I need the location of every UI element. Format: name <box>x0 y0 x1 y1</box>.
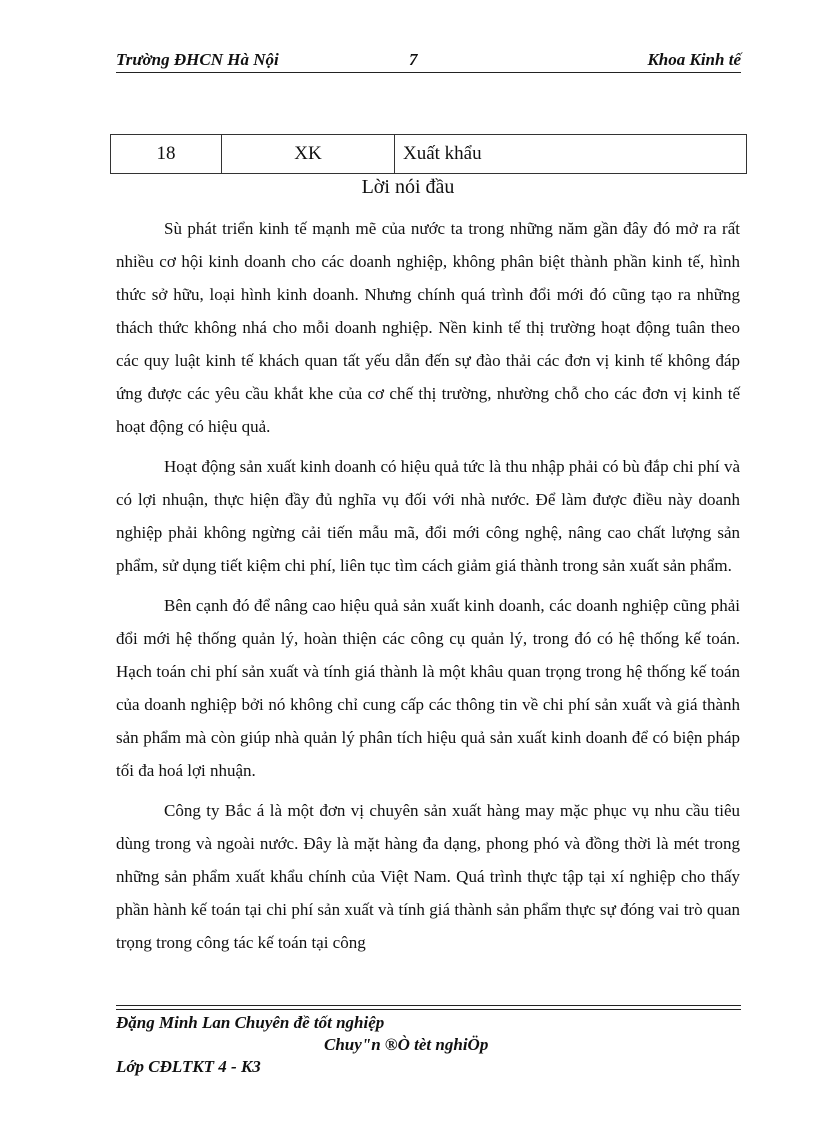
table-cell-meaning: Xuất khẩu <box>395 135 747 174</box>
document-body <box>116 212 740 966</box>
paragraph: Công ty Bắc á là một đơn vị chuyên sản xuất hàng may mặc phục vụ nhu cầu tiêu dùng trong và ngoài nước. Đây là mặt hàng đa dạng, phong phó và đồng thời là mét trong những sản phẩm xuất khẩu chính của Việt Nam. Quá trình thực tập tại xí nghiệp cho thấy phần hành kế toán tại chi phí sản xuất và tính giá thành sản phẩm thực sự đóng vai trò quan trọng trong công tác kế toán tại công <box>116 801 740 952</box>
header-page-number: 7 <box>409 50 418 69</box>
footer-author: Đặng Minh Lan Chuyên đề tốt nghiệp <box>116 1013 385 1032</box>
section-title: Lời nói đầu <box>361 176 455 198</box>
paragraph: Hoạt động sản xuất kinh doanh có hiệu quả tức là thu nhập phải có bù đắp chi phí và có lợi nhuận, thực hiện đầy đủ nghĩa vụ đối với nhà nước. Để làm được điều này doanh nghiệp phải không ngừng cải tiến mẫu mã, đổi mới công nghệ, nâng cao chất lượng sản phẩm, sử dụng tiết kiệm chi phí, liên tục tìm cách giảm giá thành trong sản xuất sản phẩm. <box>116 457 740 575</box>
page-header <box>116 50 741 72</box>
table-cell-abbreviation: XK <box>222 135 395 174</box>
header-school: Trường ĐHCN Hà Nội <box>116 50 279 69</box>
footer-thesis-garbled: Chuy"n ®Ò tèt nghiÖp <box>324 1035 489 1054</box>
paragraph: Bên cạnh đó để nâng cao hiệu quả sản xuất kinh doanh, các doanh nghiệp cũng phải đổi mới hệ thống quản lý, hoàn thiện các công cụ quản lý, trong đó có hệ thống kế toán. Hạch toán chi phí sản xuất và tính giá thành là một khâu quan trọng trong hệ thống kế toán của doanh nghiệp bởi nó không chỉ cung cấp các thông tin về chi phí sản xuất và giá thành sản phẩm mà còn giúp nhà quản lý phân tích hiệu quả sản xuất kinh doanh để có biện pháp tối đa hoá lợi nhuận. <box>116 596 740 780</box>
paragraph: Sù phát triển kinh tế mạnh mẽ của nước ta trong những năm gần đây đó mở ra rất nhiều cơ hội kinh doanh cho các doanh nghiệp, không phân biệt thành phần kinh tế, hình thức sở hữu, loại hình kinh doanh. Nhưng chính quá trình đổi mới đó cũng tạo ra những thách thức không nhá cho mỗi doanh nghiệp. Nền kinh tế thị trường hoạt động tuân theo các quy luật kinh tế khách quan tất yếu dẫn đến sự đào thải các đơn vị kinh tế không đáp ứng được các yêu cầu khắt khe của cơ chế thị trường, nhường chỗ cho các đơn vị kinh tế hoạt động có hiệu quả. <box>116 219 740 436</box>
table-cell-number: 18 <box>111 135 222 174</box>
header-divider <box>116 72 741 73</box>
table-row <box>111 135 747 174</box>
abbreviation-table <box>110 134 747 174</box>
footer-class: Lớp CĐLTKT 4 - K3 <box>116 1057 261 1076</box>
header-faculty: Khoa Kinh tế <box>647 50 741 69</box>
footer-divider <box>116 1005 741 1006</box>
footer-divider <box>116 1009 741 1010</box>
